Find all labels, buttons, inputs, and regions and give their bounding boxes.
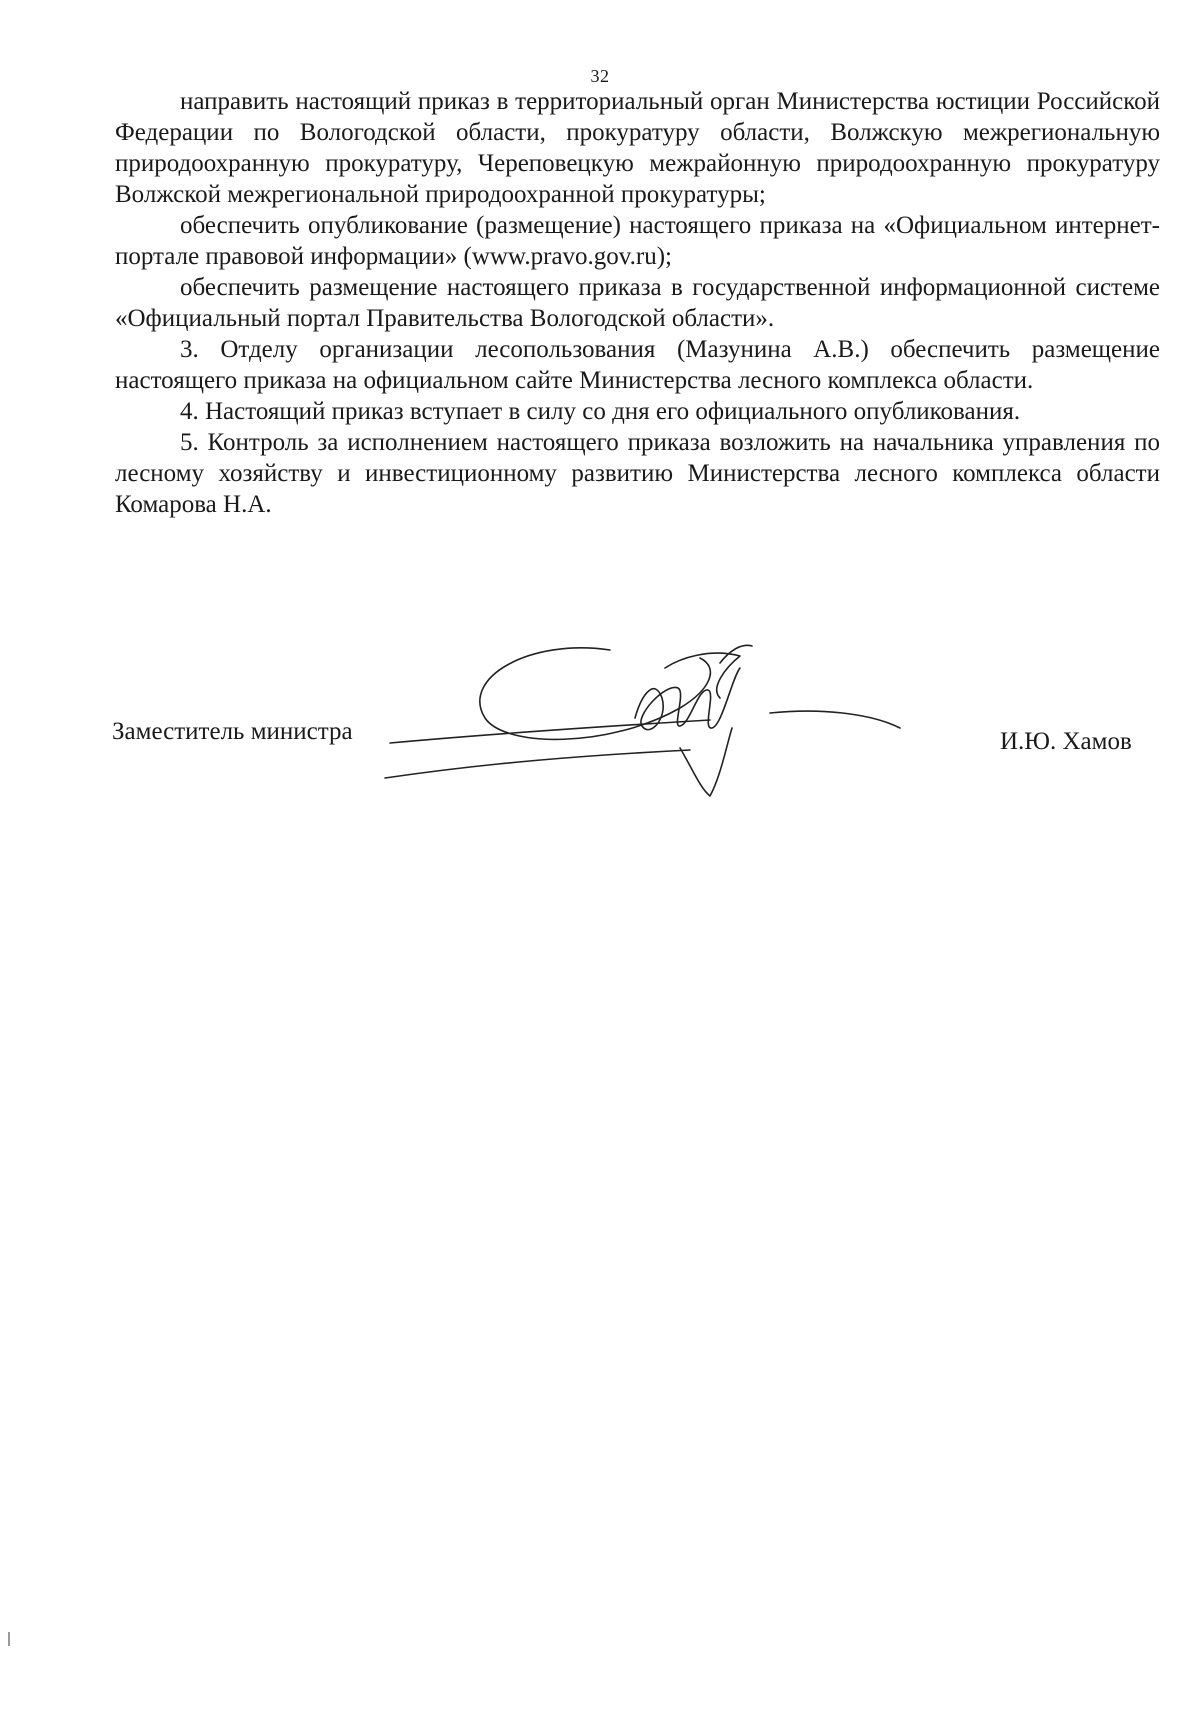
paragraph-send-order: направить настоящий приказ в территориальный орган Министерства юстиции Российской Федерации по Вологодской области, прокуратуру области, Волжскую межрегиональную природоохранную прокуратуру, Череповецкую межрайонную природоохранную прокуратуру Волжской межрегиональной природоохранной прокуратуры; — [115, 88, 1160, 208]
handwritten-signature — [380, 638, 940, 798]
paragraph-item-3: 3. Отделу организации лесопользования (Мазунина А.В.) обеспечить размещение настоящего приказа на официальном сайте Министерства лесного комплекса области. — [115, 336, 1160, 394]
scan-edge-mark — [8, 1632, 14, 1646]
signer-name: И.Ю. Хамов — [1000, 728, 1132, 755]
document-body — [115, 86, 1160, 520]
paragraph-gis-placement: обеспечить размещение настоящего приказа в государственной информационной системе «Официальный портал Правительства Вологодской области». — [115, 274, 1160, 332]
paragraph-item-5: 5. Контроль за исполнением настоящего приказа возложить на начальника управления по лесному хозяйству и инвестиционному развитию Министерства лесного комплекса области Комарова Н.А. — [115, 429, 1160, 518]
signer-title: Заместитель министра — [112, 718, 353, 745]
paragraph-item-4: 4. Настоящий приказ вступает в силу со дня его официального опубликования. — [180, 398, 1021, 425]
page-number: 32 — [590, 66, 610, 86]
paragraph-publish-order: обеспечить опубликование (размещение) настоящего приказа на «Официальном интернет-портале правовой информации» (www.pravo.gov.ru); — [115, 212, 1160, 270]
signature-block — [0, 638, 1200, 798]
